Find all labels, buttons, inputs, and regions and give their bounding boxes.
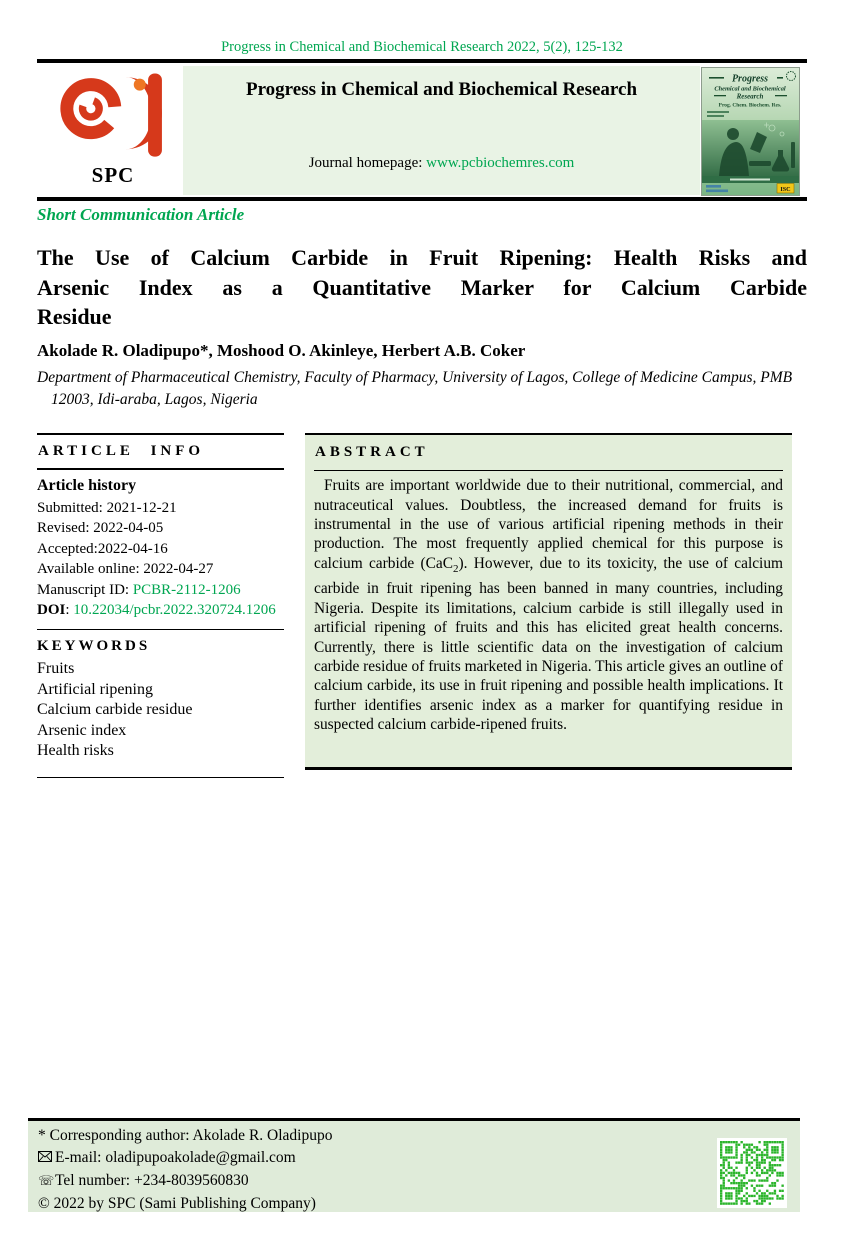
- email-value: oladipupoakolade@gmail.com: [105, 1149, 296, 1166]
- keywords-heading: KEYWORDS: [37, 638, 151, 654]
- phone-icon: ☏: [38, 1174, 55, 1189]
- journal-homepage: [183, 155, 700, 172]
- info-value: 2021-12-21: [106, 499, 177, 516]
- abstract-text-part: ). However, due to its toxicity, the use of calcium carbide in fruit ripening has been banned in many countries, including Nigeria. Despite its limitations, calcium carbide is still illegally used in artificial ripening of fruits and this has elicited great health concerns. Currently, there is little scientific data on the investigation of calcium carbide residue of fruits marketed in Nigeria. This article gives an outline of calcium carbide, its use in fruit ripening and possible health implications. It further identifies arsenic index as a marker for quantifying residue in suspected calcium carbide-ripened fruits.: [314, 554, 783, 734]
- header-citation: Progress in Chemical and Biochemical Research 2022, 5(2), 125-132: [221, 39, 623, 55]
- info-value: 2022-04-05: [93, 520, 164, 536]
- manuscript-id-value[interactable]: PCBR-2112-1206: [132, 581, 241, 598]
- masthead: [37, 66, 807, 195]
- homepage-label: Journal homepage:: [308, 155, 427, 171]
- keyword-item: Fruits: [37, 660, 75, 677]
- cover-subtitle: Prog. Chem. Biochem. Res.: [718, 102, 782, 109]
- subscript-2: 2: [453, 562, 459, 575]
- doi-separator: :: [65, 602, 74, 618]
- corresponding-author-line: * Corresponding author: Akolade R. Oladipupo: [38, 1127, 333, 1144]
- doi-label: DOI: [37, 602, 66, 618]
- copyright-line: © 2022 by SPC (Sami Publishing Company): [38, 1195, 316, 1212]
- cover-title-line3: Research: [736, 92, 764, 101]
- journal-cover-thumbnail: [701, 67, 800, 196]
- info-label: Available online:: [37, 561, 144, 577]
- spc-logo-icon: [51, 68, 175, 164]
- info-row-available-online: [37, 559, 284, 580]
- tel-value: +234-8039560830: [133, 1172, 249, 1189]
- keyword-item: Calcium carbide residue: [37, 701, 193, 718]
- info-row-doi: [37, 600, 284, 621]
- qr-code: [717, 1138, 787, 1208]
- abstract-box: [305, 433, 792, 770]
- footer-panel: [28, 1118, 800, 1212]
- email-label: E-mail:: [55, 1149, 106, 1166]
- homepage-link[interactable]: www.pcbiochemres.com: [426, 155, 575, 171]
- affiliation-line: Department of Pharmaceutical Chemistry, Faculty of Pharmacy, University of Lagos, College of Medicine Campus, PMB 12003, Idi-araba, Lagos, Nigeria: [37, 369, 793, 408]
- info-label: Submitted:: [37, 499, 107, 516]
- tel-line: [38, 1170, 800, 1193]
- journal-panel: [183, 66, 700, 195]
- cover-title-line2: Chemical and Biochemical: [714, 85, 786, 93]
- keyword-item: Artificial ripening: [37, 680, 153, 698]
- keyword-item: Health risks: [37, 742, 114, 759]
- journal-title: Progress in Chemical and Biochemical Research: [245, 79, 638, 100]
- article-title-line: The Use of Calcium Carbide in Fruit Ripening: Health Risks and: [37, 245, 807, 270]
- info-label: Manuscript ID:: [37, 581, 133, 598]
- publisher-name: SPC: [91, 163, 135, 187]
- info-value: 2022-04-27: [143, 561, 214, 577]
- info-value: 2022-04-16: [97, 540, 168, 557]
- article-type-label: Short Communication Article: [37, 205, 245, 224]
- info-label: Accepted:: [37, 540, 98, 557]
- article-info-heading: ARTICLE INFO: [38, 443, 205, 459]
- isc-badge: [777, 184, 794, 194]
- info-row-revised: [37, 518, 284, 539]
- qr-code-pattern: [720, 1141, 784, 1205]
- abstract-text-part: Fruits are important worldwide due to their nutritional, commercial, and nutraceutical values. Doubtless, the increased demand for fruits is instrumental in the use of various artificial ripening methods in their production. The most frequently applied chemical for this purpose is calcium carbide (CaC: [314, 477, 783, 572]
- abstract-heading: ABSTRACT: [315, 444, 429, 460]
- divider: [37, 629, 284, 631]
- info-row-accepted: [37, 539, 284, 560]
- article-title-line: Arsenic Index as a Quantitative Marker for Calcium Carbide: [37, 274, 807, 300]
- divider: [37, 777, 284, 779]
- abstract-text: [314, 476, 783, 734]
- info-row-manuscript-id: [37, 580, 284, 601]
- divider: [37, 197, 807, 201]
- keyword-item: Arsenic index: [37, 721, 127, 739]
- tel-label: Tel number:: [55, 1172, 134, 1189]
- isc-badge-label: ISC: [780, 186, 791, 193]
- divider: [37, 468, 284, 470]
- publisher-logo: [43, 68, 183, 194]
- article-info-column: [37, 433, 284, 778]
- authors-line: Akolade R. Oladipupo*, Moshood O. Akinleye, Herbert A.B. Coker: [37, 341, 526, 360]
- divider: [314, 470, 783, 471]
- journal-cover-art: [702, 68, 799, 195]
- email-line: [38, 1147, 800, 1170]
- article-history-heading: Article history: [37, 476, 137, 494]
- info-label: Revised:: [37, 520, 94, 536]
- article-title-line: Residue: [37, 304, 112, 329]
- divider: [37, 59, 807, 63]
- envelope-icon: [38, 1148, 55, 1170]
- article-title: [37, 243, 807, 332]
- doi-value[interactable]: 10.22034/pcbr.2022.320724.1206: [73, 602, 276, 618]
- info-row-submitted: [37, 498, 284, 519]
- cover-title-line1: Progress: [731, 73, 769, 85]
